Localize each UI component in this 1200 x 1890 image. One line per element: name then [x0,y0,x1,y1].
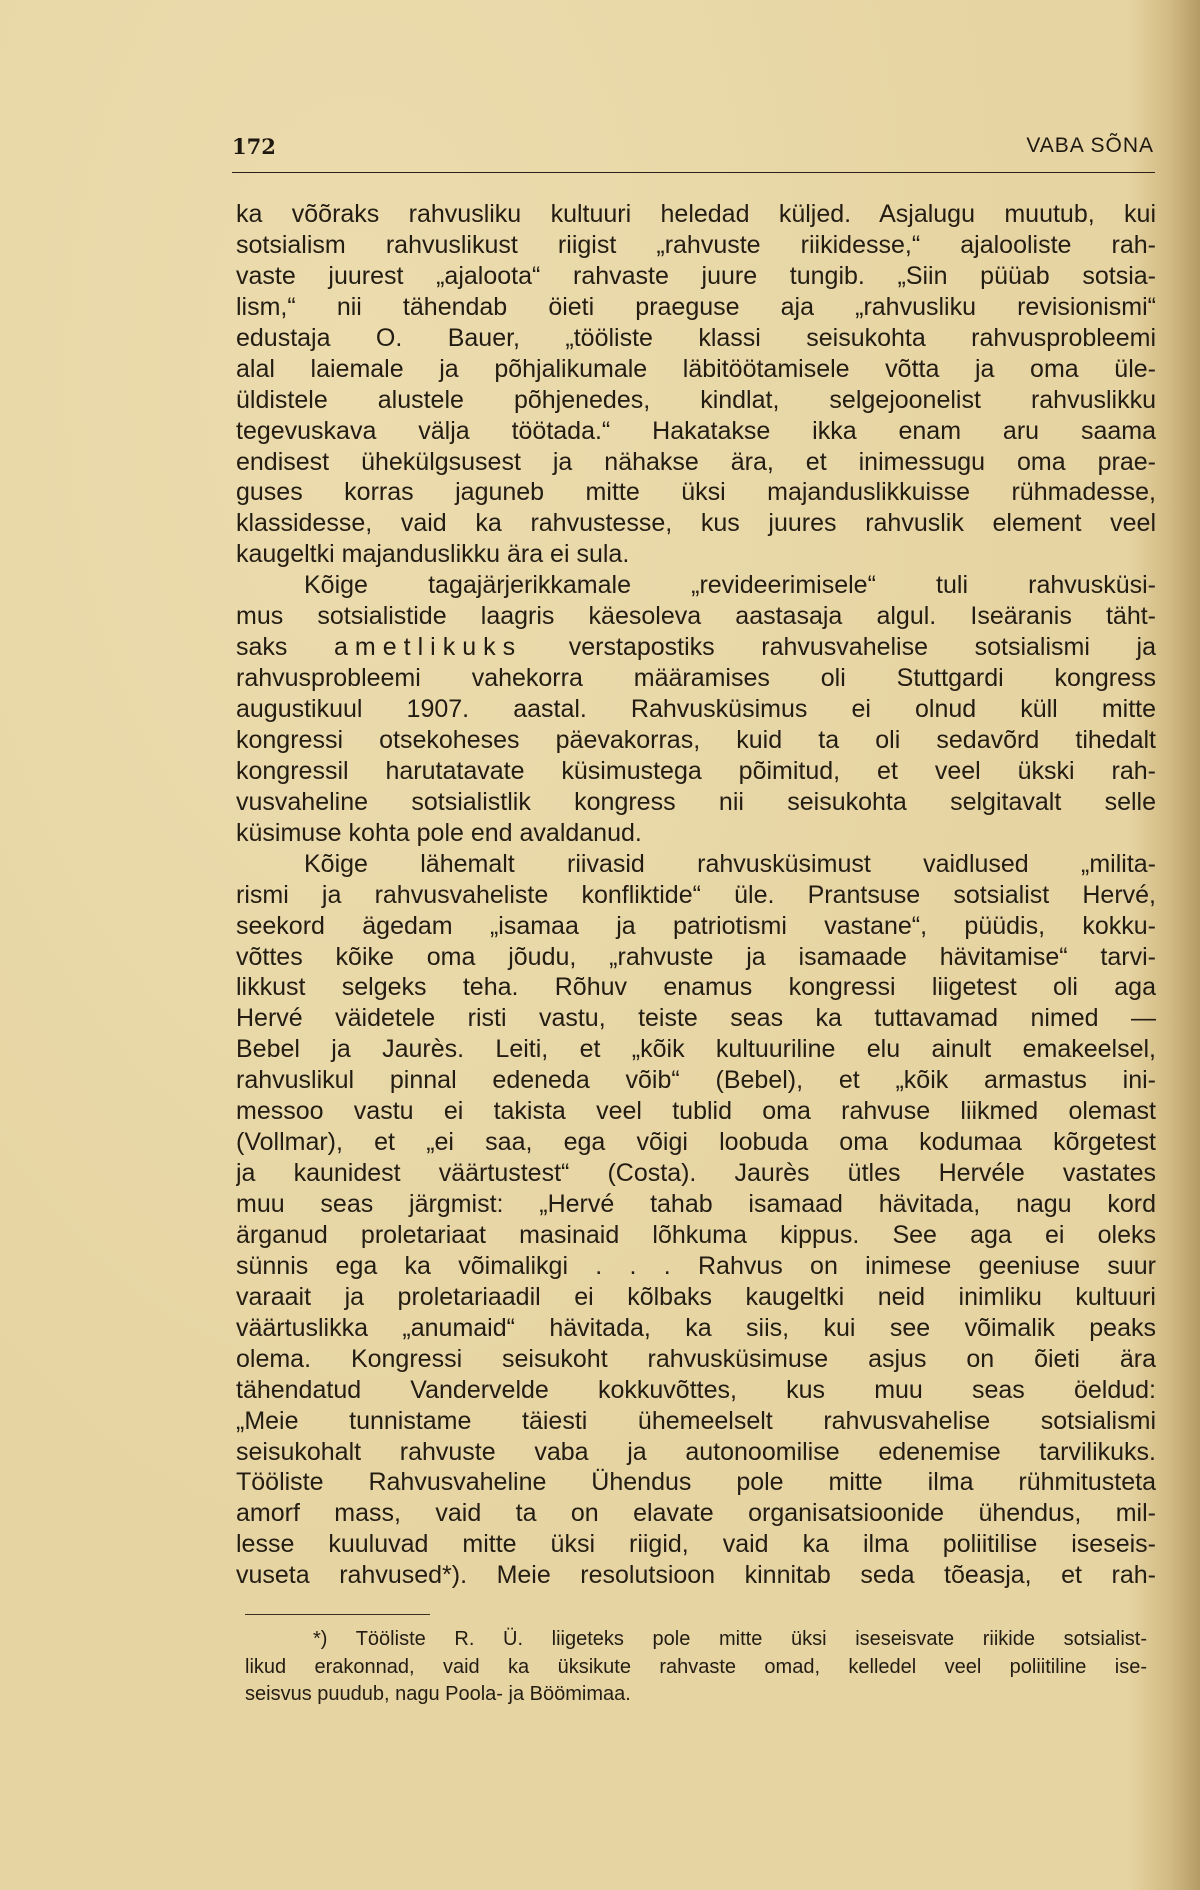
text-line: Hervé väidetele risti vastu, teiste seas ka tuttavamad nimed — [236,1004,1156,1033]
page-number: 172 [232,134,276,159]
text-line: võttes kõike oma jõudu, „rahvuste ja isamaade hävitamise“ tarvi- [236,942,1156,971]
paragraph-end-line: kaugeltki majanduslikku ära ei sula. [236,540,630,569]
text-line: klassidesse, vaid ka rahvustesse, kus juures rahvuslik element veel [236,509,1156,538]
text-line: kongressil harutatavate küsimustega põimitud, et veel ükski rah- [236,756,1156,785]
footnote-line: *) Tööliste R. Ü. liigeteks pole mitte üksi iseseisvate riikide sotsialist- [313,1628,1147,1650]
text-line: augustikuul 1907. aastal. Rahvusküsimus ei olnud küll mitte [236,695,1156,723]
text-line: vuseta rahvused*). Meie resolutsioon kinnitab seda tõeasja, et rah- [236,1561,1156,1590]
text-line: rahvuslikul pinnal edeneda võib“ (Bebel), et „kõik armastus ini- [236,1066,1156,1095]
text-line: edustaja O. Bauer, „tööliste klassi seisukohta rahvusprobleemi [236,323,1156,352]
text-line: rahvusprobleemi vahekorra määramises oli Stuttgardi kongress [236,664,1156,693]
text-line: üldistele alustele põhjenedes, kindlat, selgejoonelist rahvuslikku [236,385,1156,414]
text-line: ka võõraks rahvusliku kultuuri heledad küljed. Asjalugu muutub, kui [236,200,1156,228]
text-line: Bebel ja Jaurès. Leiti, et „kõik kultuuriline elu ainult emakeelsel, [236,1035,1156,1064]
text-line: sünnis ega ka võimalikgi . . . Rahvus on inimese geeniuse suur [236,1251,1156,1280]
text-line: vusvaheline sotsialistlik kongress nii seisukohta selgitavalt selle [236,787,1156,816]
text-line: Tööliste Rahvusvaheline Ühendus pole mitte ilma rühmitusteta [236,1468,1156,1497]
text-line: alal laiemale ja põhjalikumale läbitöötamisele võtta ja oma üle- [236,354,1156,383]
text-line [236,1591,1156,1622]
text-line: messoo vastu ei takista veel tublid oma rahvuse liikmed olemast [236,1097,1156,1126]
text-line: lesse kuuluvad mitte üksi riigid, vaid ka ilma poliitilise iseseis- [236,1530,1156,1559]
footnote-rule [245,1614,430,1615]
text-line: kongressi otsekoheses päevakorras, kuid ta oli sedavõrd tihedalt [236,725,1156,754]
text-line-emphasis [236,632,1156,663]
text-line: likkust selgeks teha. Rõhuv enamus kongressi liigetest oli aga [236,973,1156,1002]
text-line: amorf mass, vaid ta on elavate organisatsioonide ühendus, mil- [236,1499,1156,1528]
paragraph-start-line: Kõige lähemalt riivasid rahvusküsimust vaidlused „milita- [304,849,1156,878]
text-line: varaait ja proletariaadil ei kõlbaks kaugeltki neid inimliku kultuuri [236,1282,1156,1311]
text-line: väärtuslikka „anumaid“ hävitada, ka siis, kui see võimalik peaks [236,1313,1156,1342]
text-word: saks [236,633,288,662]
text-line: ärganud proletariaat masinaid lõhkuma kippus. See aga ei oleks [236,1220,1156,1249]
header-rule [232,172,1155,173]
text-line: „Meie tunnistame täiesti ühemeelselt rahvusvahelise sotsialismi [236,1406,1156,1435]
footnote-line: likud erakonnad, vaid ka üksikute rahvaste omad, kelledel veel poliitiline ise- [245,1655,1147,1678]
text-line: rismi ja rahvusvaheliste konfliktide“ üle. Prantsuse sotsialist Hervé, [236,880,1156,909]
paragraph-start-line: Kõige tagajärjerikkamale „revideerimisele“ tuli rahvusküsi- [304,571,1156,600]
text-line: seekord ägedam „isamaa ja patriotismi vastane“, püüdis, kokku- [236,911,1156,940]
text-line: sotsialism rahvuslikust riigist „rahvuste riikidesse,“ ajalooliste rah- [236,230,1156,259]
running-title: VABA SÕNA [1026,134,1154,157]
paragraph-end-line: küsimuse kohta pole end avaldanud. [236,818,642,847]
footnote-line: seisvus puudub, nagu Poola- ja Böömimaa. [245,1683,631,1705]
text-line: tähendatud Vandervelde kokkuvõttes, kus muu seas öeldud: [236,1375,1156,1404]
text-line: guses korras jaguneb mitte üksi majanduslikkuisse rühmadesse, [236,478,1156,507]
text-line: (Vollmar), et „ei saa, ega võigi loobuda oma kodumaa kõrgetest [236,1128,1156,1157]
text-line: vaste juurest „ajaloota“ rahvaste juure tungib. „Siin püüab sotsia- [236,261,1156,290]
body-text [236,199,1156,1622]
text-line: olema. Kongressi seisukoht rahvusküsimuse asjus on õieti ära [236,1344,1156,1373]
text-words: verstapostiks rahvusvahelise sotsialismi ja [568,633,1156,662]
footnote [245,1626,1147,1709]
text-line: tegevuskava välja töötada.“ Hakatakse ikka enam aru saama [236,416,1156,445]
text-line: lism,“ nii tähendab öieti praeguse aja „rahvusliku revisionismi“ [236,292,1156,321]
text-line: seisukohalt rahvuste vaba ja autonoomilise edenemise tarvilikuks. [236,1437,1156,1466]
text-line: endisest ühekülgsusest ja nähakse ära, et inimessugu oma prae- [236,447,1156,476]
text-line: muu seas järgmist: „Hervé tahab isamaad hävitada, nagu kord [236,1190,1156,1218]
text-line: ja kaunidest väärtustest“ (Costa). Jaurès ütles Hervéle vastates [236,1159,1156,1188]
text-line: mus sotsialistide laagris käesoleva aastasaja algul. Iseäranis täht- [236,602,1156,631]
emphasized-word: ametlikuks [334,633,523,662]
